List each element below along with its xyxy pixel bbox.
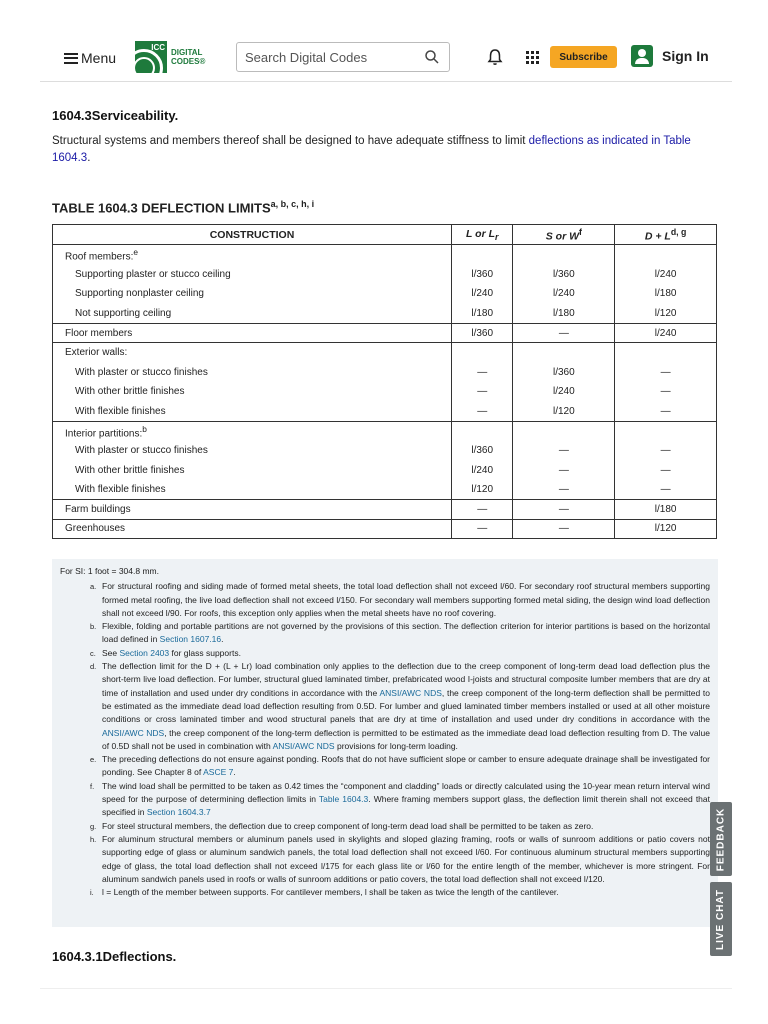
section-1607-16-link[interactable]: Section 1607.16 — [159, 634, 222, 645]
section-1604-3-7-link[interactable]: Section 1604.3.7 — [146, 807, 211, 818]
deflection-limits-table — [52, 224, 717, 539]
footnote-a: a. For structural roofing and siding made of formed metal sheets, the total load deflection shall not exceed l/60. For secondary roof structural members supporting formed metal roofing, the live load deflection shall not exceed l/150. For secondary wall members supporting formed metal siding, the design wind load deflection shall not exceed l/90. For roofs, this exception only applies when the metal sheets have no roof covering. — [90, 581, 710, 618]
si-note: For SI: 1 foot = 304.8 mm. — [60, 566, 159, 576]
footnote-i: i. l = Length of the member between supports. For cantilever members, l shall be taken as twice the length of the cantilever. — [90, 887, 559, 898]
table-1604-3-link[interactable]: deflections as indicated in Table 1604.3 — [52, 135, 691, 164]
footnote-d: d. The deflection limit for the D + (L + Lr) load combination only applies to the deflection due to the creep component of long-term dead load deflection plus the short-term live load deflection. For lumber, structural glued laminated timber, prefabricated wood I-joists and structural composite lumber members that are dry at time of installation and used under dry conditions in accordance with the ANSI/AWC NDS, the creep component of the long-term deflection shall be permitted to be estimated as the immediate dead load deflection resulting from 0.5D. For lumber and glued laminated timber members installed or used at all other moisture conditions or cross laminated timber and wood structural panels that are dry at time of installation and used under dry conditions in accordance with the ANSI/AWC NDS, the creep component of the long-term deflection is permitted to be estimated as the immediate dead load deflection resulting from D. The value of 0.5D shall not be used in combination with ANSI/AWC NDS provisions for long-term loading. — [90, 661, 711, 751]
ansi-awc-nds-link[interactable]: ANSI/AWC NDS — [102, 727, 165, 738]
header-l-or-lr: L or $L_r$ — [452, 225, 513, 245]
main-content — [52, 108, 718, 539]
table-footnotes — [52, 559, 718, 927]
user-icon — [631, 45, 653, 67]
divider — [40, 988, 732, 989]
table-title: TABLE 1604.3 DEFLECTION LIMITS$^{a, b, c, h, i}$ — [52, 199, 315, 216]
footnote-h: h. For aluminum structural members or aluminum panels used in skylights and sloped glazing framing, roofs or walls of sunroom additions or patio covers not supporting edge of glass or aluminum sandwich panels, the total load deflection shall not exceed l/60. For continuous aluminum structural members supporting edge of glass, the total load deflection shall not exceed l/175 for each glass lite or l/60 for the entire length of the member, whichever is more stringent. For aluminum sandwich panels used in roofs or walls of sunroom additions or patio covers, the total load deflection shall not exceed l/120. — [90, 833, 710, 884]
table-row: Supporting nonplaster ceiling l/240 l/240 l/180 — [53, 284, 717, 304]
live-chat-tab[interactable]: LIVE CHAT — [710, 882, 732, 956]
table-row: With other brittle finishes l/240 — — — [53, 460, 717, 480]
header-s-or-w: S or $W^f$ — [513, 225, 615, 245]
table-1604-3-link[interactable]: Table 1604.3 — [318, 794, 369, 805]
table-row: With plaster or stucco finishes l/360 — — — [53, 441, 717, 461]
search-icon[interactable] — [425, 50, 439, 64]
section-title: 1604.3Serviceability. — [52, 108, 179, 123]
icc-digital-codes-logo[interactable] — [135, 41, 205, 73]
search-input[interactable] — [245, 50, 415, 65]
footnote-e: e. The preceding deflections do not ensure against ponding. Roofs that do not have sufficient slope or camber to ensure adequate drainage shall be investigated for ponding. See Chapter 8 of ASCE 7. — [90, 754, 710, 778]
section-2403-link[interactable]: Section 2403 — [119, 647, 170, 658]
table-row: Greenhouses — — l/120 — [53, 519, 717, 539]
table-row: With other brittle finishes — l/240 — — [53, 382, 717, 402]
table-row: Interior partitions:$^b$ — [53, 421, 717, 441]
site-header — [40, 0, 732, 82]
icc-logo-icon: ICC — [135, 41, 167, 73]
search-box — [236, 42, 450, 72]
table-row: Exterior walls: — [53, 343, 717, 363]
subscribe-button[interactable]: Subscribe — [550, 46, 617, 68]
feedback-tab[interactable]: FEEDBACK — [710, 802, 732, 876]
table-row: Farm buildings — — l/180 — [53, 500, 717, 520]
header-d-plus-l: D + L$^{d, g}$ — [615, 225, 717, 245]
bell-icon[interactable] — [487, 48, 503, 66]
menu-button[interactable] — [64, 44, 116, 72]
table-row: Roof members:$^e$ — [53, 245, 717, 265]
ansi-awc-nds-link[interactable]: ANSI/AWC NDS — [272, 740, 335, 751]
footnote-g: g. For steel structural members, the deflection due to creep component of long-term dead load shall be permitted to be taken as zero. — [90, 820, 594, 831]
table-row: Not supporting ceiling l/180 l/180 l/120 — [53, 304, 717, 324]
menu-label: Menu — [81, 50, 117, 66]
table-row: Supporting plaster or stucco ceiling l/360 l/360 l/240 — [53, 264, 717, 284]
table-row: With plaster or stucco finishes — l/360 — — [53, 362, 717, 382]
sign-in-button[interactable] — [631, 45, 709, 67]
header-construction: CONSTRUCTION — [53, 225, 452, 245]
asce-7-link[interactable]: ASCE 7 — [203, 767, 234, 778]
table-row: With flexible finishes — l/120 — — [53, 402, 717, 422]
apps-grid-icon[interactable] — [526, 51, 539, 64]
table-row: With flexible finishes l/120 — — — [53, 480, 717, 500]
subsection-title: 1604.3.1Deflections. — [52, 949, 177, 964]
footnote-b: b. Flexible, folding and portable partitions are not governed by the provisions of this section. The deflection criterion for interior partitions is based on the horizontal load defined in Section 1607.16. — [90, 621, 710, 645]
section-text: Structural systems and members thereof shall be designed to have adequate stiffness to limit deflections as indicated in Table 1604.3. — [52, 135, 691, 164]
footnote-f: f. The wind load shall be permitted to be taken as 0.42 times the “component and cladding” loads or directly calculated using the 10-year mean return interval wind speed for the purpose of determining deflection limits in Table 1604.3. Where framing members support glass, the deflection limit therein shall not exceed that specified in Section 1604.3.7 — [90, 780, 710, 818]
logo-text-digital: DIGITAL — [171, 48, 203, 57]
table-row: Floor members l/360 — l/240 — [53, 323, 717, 343]
ansi-awc-nds-link[interactable]: ANSI/AWC NDS — [379, 687, 442, 698]
sign-in-label: Sign In — [662, 48, 709, 64]
logo-text-codes: CODES® — [171, 57, 206, 66]
hamburger-icon — [64, 53, 78, 64]
table-header-row — [53, 225, 717, 245]
footnote-c: c. See Section 2403 for glass supports. — [90, 647, 241, 658]
